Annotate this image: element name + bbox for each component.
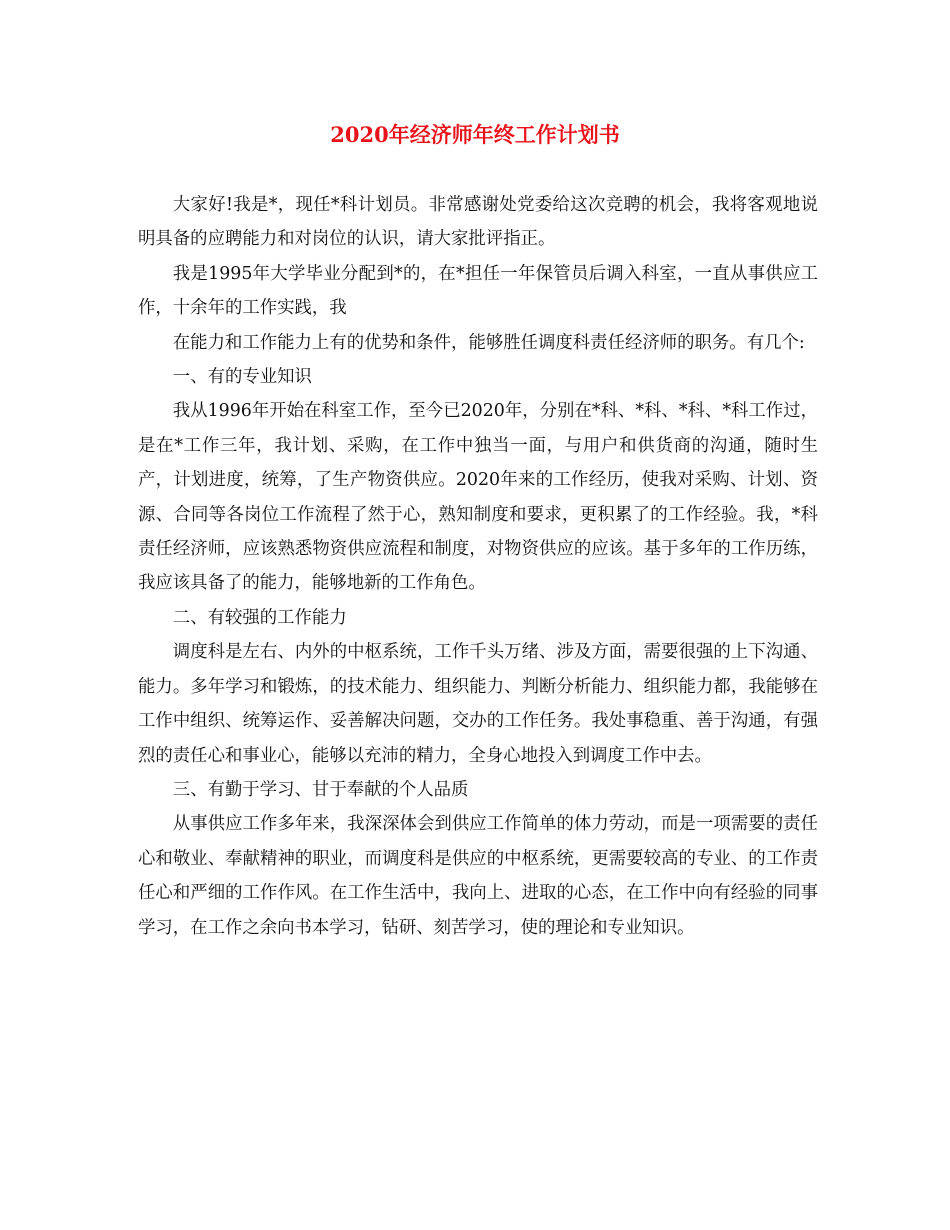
paragraph-ability: 调度科是左右、内外的中枢系统，工作千头万绪、涉及方面，需要很强的上下沟通、能力。多年学习和锻炼，的技术能力、组织能力、判断分析能力、组织能力都，我能够在工作中组织、统筹运作、妥善解决问题，交办的工作任务。我处事稳重、善于沟通，有强烈的责任心和事业心，能够以充沛的精力，全身心地投入到调度工作中去。	[138, 642, 818, 766]
paragraph-background: 我是1995年大学毕业分配到*的，在*担任一年保管员后调入科室，一直从事供应工作，十余年的工作实践，我	[138, 263, 818, 319]
section-heading-1: 一、有的专业知识	[172, 367, 312, 388]
section-heading-2: 二、有较强的工作能力	[172, 607, 347, 628]
paragraph-greeting: 大家好!我是*，现任*科计划员。非常感谢处党委给这次竞聘的机会，我将客观地说明具备的应聘能力和对岗位的认识，请大家批评指正。	[138, 195, 818, 250]
paragraph-experience: 我从1996年开始在科室工作，至今已2020年，分别在*科、*科、*科、*科工作过，是在*工作三年，我计划、采购，在工作中独当一面，与用户和供货商的沟通，随时生产，计划进度，统筹，了生产物资供应。2020年来的工作经历，使我对采购、计划、资源、合同等各岗位工作流程了然于心，熟知制度和要求，更积累了的工作经验。我，*科责任经济师，应该熟悉物资供应流程和制度，对物资供应的应该。基于多年的工作历练，我应该具备了的能力，能够地新的工作角色。	[138, 401, 818, 594]
section-heading-3: 三、有勤于学习、甘于奉献的个人品质	[172, 779, 469, 800]
document-body	[138, 188, 818, 945]
document-title: 2020年经济师年终工作计划书	[330, 122, 620, 147]
paragraph-character: 从事供应工作多年来，我深深体会到供应工作简单的体力劳动，而是一项需要的责任心和敬业、奉献精神的职业，而调度科是供应的中枢系统，更需要较高的专业、的工作责任心和严细的工作作风。在工作生活中，我向上、进取的心态，在工作中向有经验的同事学习，在工作之余向书本学习，钻研、刻苦学习，使的理论和专业知识。	[138, 814, 818, 938]
paragraph-qualification: 在能力和工作能力上有的优势和条件，能够胜任调度科责任经济师的职务。有几个:	[172, 332, 805, 353]
